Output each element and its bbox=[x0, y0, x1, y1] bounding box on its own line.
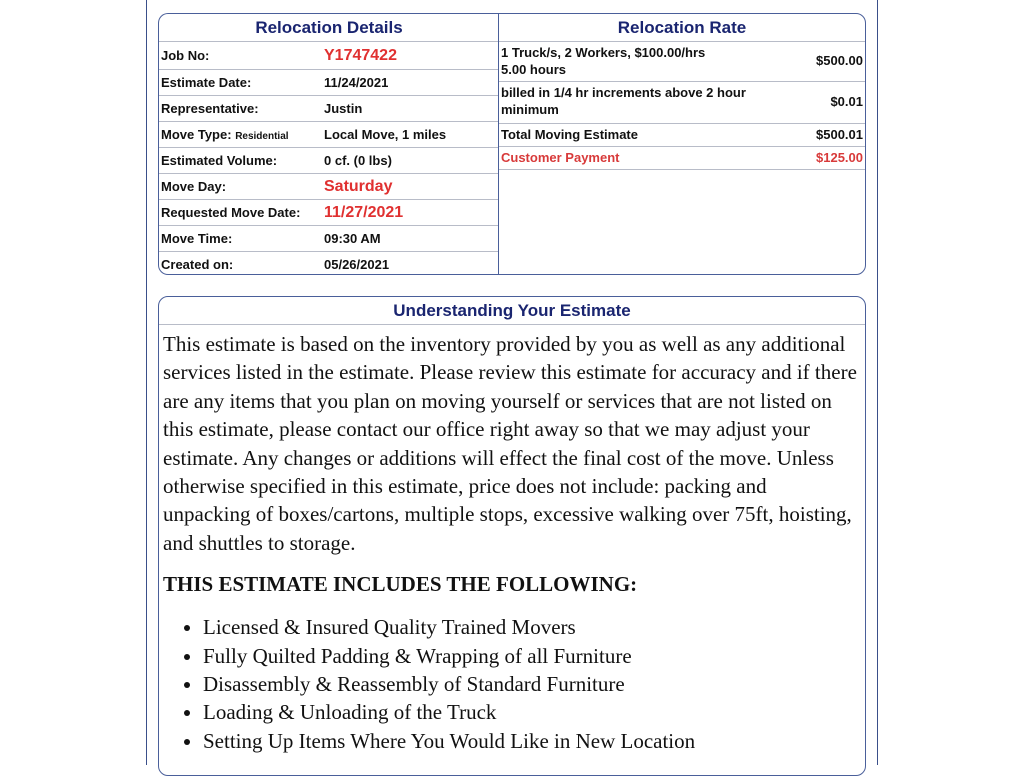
move-type-row bbox=[159, 122, 499, 148]
estimate-explanation-paragraph: This estimate is based on the inventory provided by you as well as any additional services listed in the estimate. Please review this estimate for accuracy and if there are any items that you plan on moving yourself or services that are not listed on this estimate, please contact our office right away so that we may adjust your estimate. Any changes or additions will effect the final cost of the move. Unless otherwise specified in this estimate, price does not include: packing and unpacking of boxes/cartons, multiple stops, excessive walking over 75ft, hoisting, and shuttles to storage. bbox=[163, 332, 857, 555]
truck-workers-amount: $500.00 bbox=[816, 53, 863, 68]
truck-workers-label: 1 Truck/s, 2 Workers, $100.00/hrs 5.00 hours bbox=[501, 45, 706, 77]
requested-move-date-label: Requested Move Date: bbox=[161, 205, 301, 220]
includes-list bbox=[159, 613, 865, 755]
understanding-estimate-panel bbox=[158, 296, 866, 776]
estimate-date-value: 11/24/2021 bbox=[324, 75, 389, 90]
representative-label: Representative: bbox=[161, 101, 259, 116]
created-on-label: Created on: bbox=[161, 257, 234, 272]
total-moving-estimate-amount: $500.01 bbox=[816, 127, 863, 142]
move-day-row bbox=[159, 174, 499, 200]
total-moving-estimate-row bbox=[499, 124, 865, 147]
list-item: • Setting Up Items Where You Would Like in New Location bbox=[203, 727, 865, 755]
estimated-volume-value: 0 cf. (0 lbs) bbox=[324, 153, 392, 168]
move-type-label: Move Type: Residential bbox=[161, 127, 289, 142]
move-day-value: Saturday bbox=[324, 178, 393, 195]
customer-payment-row bbox=[499, 147, 865, 170]
estimate-date-row bbox=[159, 70, 499, 96]
move-type-value: Local Move, 1 miles bbox=[324, 127, 447, 142]
billing-increment-row bbox=[499, 82, 865, 124]
representative-value: Justin bbox=[324, 101, 363, 116]
list-item: • Loading & Unloading of the Truck bbox=[203, 698, 865, 726]
created-on-row bbox=[159, 252, 499, 277]
relocation-rate-panel bbox=[498, 13, 866, 275]
job-no-row bbox=[159, 42, 499, 70]
customer-payment-label: Customer Payment bbox=[501, 150, 620, 165]
requested-move-date-row bbox=[159, 200, 499, 226]
relocation-details-title: Relocation Details bbox=[159, 14, 499, 42]
list-item: • Licensed & Insured Quality Trained Movers bbox=[203, 613, 865, 641]
move-time-row bbox=[159, 226, 499, 252]
move-time-value: 09:30 AM bbox=[324, 231, 381, 246]
billing-increment-amount: $0.01 bbox=[830, 94, 863, 109]
move-time-label: Move Time: bbox=[161, 231, 233, 246]
move-type-category: Residential bbox=[235, 131, 289, 142]
estimated-volume-row bbox=[159, 148, 499, 174]
understanding-estimate-title: Understanding Your Estimate bbox=[159, 297, 865, 325]
list-item: • Disassembly & Reassembly of Standard Furniture bbox=[203, 670, 865, 698]
estimate-date-label: Estimate Date: bbox=[161, 75, 252, 90]
relocation-rate-title: Relocation Rate bbox=[499, 14, 865, 42]
page-border-left bbox=[146, 0, 147, 765]
customer-payment-amount: $125.00 bbox=[816, 150, 863, 165]
billing-increment-label: billed in 1/4 hr increments above 2 hour minimum bbox=[501, 85, 746, 117]
truck-workers-row bbox=[499, 42, 865, 82]
includes-heading: THIS ESTIMATE INCLUDES THE FOLLOWING: bbox=[163, 572, 638, 597]
job-no-value: Y1747422 bbox=[324, 47, 397, 64]
relocation-details-panel bbox=[158, 13, 499, 275]
representative-row bbox=[159, 96, 499, 122]
estimated-volume-label: Estimated Volume: bbox=[161, 153, 278, 168]
list-item: • Fully Quilted Padding & Wrapping of all Furniture bbox=[203, 642, 865, 670]
requested-move-date-value: 11/27/2021 bbox=[324, 204, 404, 221]
created-on-value: 05/26/2021 bbox=[324, 257, 390, 272]
page-border-right bbox=[877, 0, 878, 765]
total-moving-estimate-label: Total Moving Estimate bbox=[501, 127, 638, 142]
job-no-label: Job No: bbox=[161, 48, 210, 63]
move-day-label: Move Day: bbox=[161, 179, 227, 194]
